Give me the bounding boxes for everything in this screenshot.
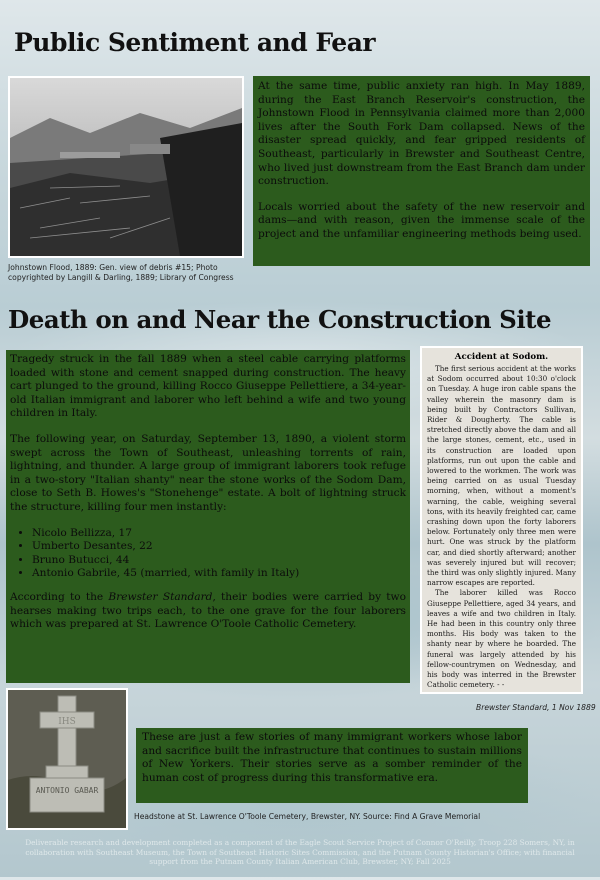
- headstone-inscription: ANTONIO GABAR: [35, 786, 99, 795]
- flood-debris-image: [10, 78, 242, 256]
- johnstown-text-panel: [253, 76, 590, 266]
- paragraph: Locals worried about the safety of the new reservoir and dams—and with reason, given the immense scale of the project and the unfamiliar engineering methods being used.: [258, 200, 585, 240]
- headstone-photo: [6, 688, 128, 830]
- closing-text-panel: [136, 728, 528, 803]
- text-run: According to the: [10, 590, 109, 603]
- newspaper-name: Brewster Standard: [108, 590, 213, 603]
- list-item: • Nicolo Bellizza, 17: [32, 527, 406, 541]
- newspaper-clipping: [420, 346, 583, 694]
- list-item: • Umberto Desantes, 22: [32, 540, 406, 554]
- johnstown-photo-caption: Johnstown Flood, 1889: Gen. view of debris #15; Photo copyrighted by Langill & Darling, 1889; Library of Congress: [8, 263, 234, 282]
- ihs-monogram: IHS: [58, 717, 76, 727]
- johnstown-flood-photo: [8, 76, 244, 258]
- paragraph: The following year, on Saturday, September 13, 1890, a violent storm swept across the Town of Southeast, unleashing torrents of rain, lightning, and thunder. A large group of immigrant laborers took refuge in a two-story "Italian shanty" near the stone works of the Sodom Dam, close to Seth B. Howes's "Stonehenge" estate. A bolt of lightning struck the structure, killing four men instantly:: [10, 432, 406, 513]
- paragraph: [10, 591, 406, 632]
- text-run: , their bodies were carried by two hearses making two trips each, to the one grave for the four laborers which was prepared at St. Lawrence O'Toole Catholic Cemetery.: [10, 590, 406, 631]
- clipping-title: Accident at Sodom.: [454, 352, 549, 362]
- footer-credits: Deliverable research and development completed as a component of the Eagle Scout Service Project of Connor O'Reilly, Troop 228 Somers, NY, in collaboration with Southeast Museum, the Town of Southeast Historic Sites Commission, and the Putnam County Historian's Office; with financial support from the Putnam County Italian American Club, Brewster, NY; Fall 2025: [25, 838, 575, 867]
- paragraph: At the same time, public anxiety ran high. In May 1889, during the East Branch Reservoir's construction, the Johnstown Flood in Pennsylvania claimed more than 2,000 lives after the South Fork Dam collapsed. News of the disaster spread quickly, and fear gripped residents of Southeast, particularly in Brewster and Southeast Centre, who lived just downstream from the East Branch dam under construction.: [258, 80, 585, 188]
- section-title-public-sentiment: Public Sentiment and Fear: [14, 28, 376, 57]
- death-text-panel: [6, 350, 410, 683]
- clipping-caption: Brewster Standard, 1 Nov 1889: [476, 703, 596, 712]
- section-title-death: Death on and Near the Construction Site: [8, 305, 552, 334]
- headstone-caption: Headstone at St. Lawrence O'Toole Cemetery, Brewster, NY. Source: Find A Grave Memorial: [134, 812, 481, 821]
- paragraph: These are just a few stories of many immigrant workers whose labor and sacrifice built the infrastructure that continues to sustain millions of New Yorkers. Their stories serve as a somber reminder of the human cost of progress during this transformative era.: [142, 731, 522, 784]
- clipping-text: The first serious accident at the works at Sodom occurred about 10:30 o'clock on Tuesday. A huge iron cable spans the valley wherein the masonry dam is being built by Contractors Sullivan, Rider & Dougherty. The cable is stretched directly above the dam and all the large stones, cement, etc., used in its construction are loaded upon platforms, run out upon the cable and lowered to the workmen. The work was being carried on as usual Tuesday morning, when, without a moment's warning, the cable, weighing several tons, with its heavily freighted car, came crashing down upon the forty laborers below. Fortunately only three men were hurt. One was struck by the platform car, and died shortly afterward; another was severely injured but will recover; the third was only slightly injured. Many narrow escapes are reported.: [427, 364, 576, 588]
- headstone-image: [8, 690, 126, 828]
- list-item: • Bruno Butucci, 44: [32, 554, 406, 568]
- clipping-text: The laborer killed was Rocco Giuseppe Pellettiere, aged 34 years, and leaves a wife and two children in Italy. He had been in this country only three months. His body was taken to the shanty near by where he boarded. The funeral was largely attended by his fellow-countrymen on Wednesday, and his body was interred in the Brewster Catholic cemetery. - -: [427, 588, 576, 690]
- list-item: • Antonio Gabrile, 45 (married, with family in Italy): [32, 567, 406, 581]
- victims-list: [10, 527, 406, 581]
- paragraph: Tragedy struck in the fall 1889 when a steel cable carrying platforms loaded with stone and cement snapped during construction. The heavy cart plunged to the ground, killing Rocco Giuseppe Pellettiere, a 34-year-old Italian immigrant and laborer who left behind a wife and two young children in Italy.: [10, 353, 406, 420]
